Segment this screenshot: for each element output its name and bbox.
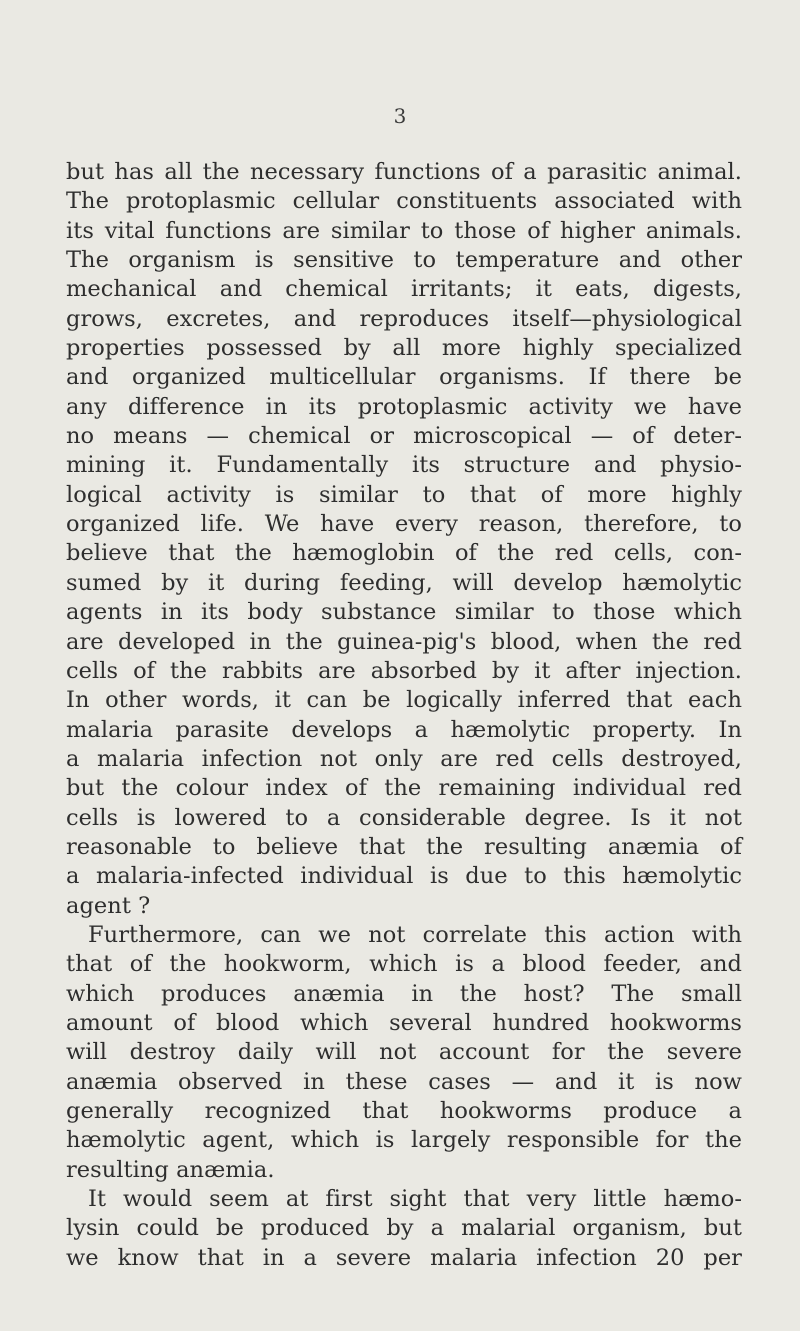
text-line: anæmia observed in these cases — and it is now [66, 1068, 742, 1095]
text-line: cells of the rabbits are absorbed by it after injection. [66, 657, 742, 684]
body-text [66, 158, 742, 1273]
text-line: logical activity is similar to that of more highly [66, 481, 742, 508]
text-line: organized life. We have every reason, therefore, to [66, 511, 742, 538]
text-line: which produces anæmia in the host? The small [66, 980, 742, 1007]
text-line: lysin could be produced by a malarial organism, but [66, 1215, 742, 1242]
text-line: no means — chemical or microscopical — of deter- [66, 423, 742, 450]
text-line: are developed in the guinea-pig's blood, when the red [66, 628, 742, 655]
text-line: The organism is sensitive to temperature and other [66, 247, 742, 274]
text-line: cells is lowered to a considerable degree. Is it not [66, 804, 742, 831]
text-line: a malaria infection not only are red cells destroyed, [66, 745, 742, 772]
page-number: 3 [393, 104, 407, 128]
text-line: agents in its body substance similar to those which [66, 599, 742, 626]
text-line: amount of blood which several hundred hookworms [66, 1009, 742, 1036]
text-line: The protoplasmic cellular constituents associated with [66, 188, 742, 215]
text-line: generally recognized that hookworms produce a [66, 1098, 742, 1124]
text-line: It would seem at first sight that very little hæmo- [88, 1186, 742, 1213]
text-line: resulting anæmia. [66, 1156, 275, 1183]
text-line: properties possessed by all more highly specialized [66, 335, 742, 362]
text-line: mining it. Fundamentally its structure and physio- [66, 452, 742, 479]
text-line: any difference in its protoplasmic activity we have [66, 393, 742, 420]
text-line: hæmolytic agent, which is largely responsible for the [66, 1127, 742, 1154]
text-line: Furthermore, can we not correlate this action with [88, 921, 742, 948]
text-line: believe that the hæmoglobin of the red cells, con- [66, 540, 742, 567]
text-line: its vital functions are similar to those of higher animals. [66, 217, 742, 244]
text-line: we know that in a severe malaria infection 20 per [66, 1244, 742, 1271]
text-line: reasonable to believe that the resulting anæmia of [66, 833, 742, 860]
text-line: but the colour index of the remaining individual red [66, 775, 742, 802]
text-line: and organized multicellular organisms. If there be [66, 364, 742, 391]
text-line: sumed by it during feeding, will develop hæmolytic [66, 569, 742, 596]
text-line: will destroy daily will not account for the severe [66, 1039, 742, 1066]
text-line: In other words, it can be logically inferred that each [66, 687, 742, 714]
text-line: grows, excretes, and reproduces itself—physiological [66, 305, 742, 332]
text-line: a malaria-infected individual is due to this hæmolytic [66, 863, 742, 890]
text-line: malaria parasite develops a hæmolytic property. In [66, 716, 742, 743]
text-line: that of the hookworm, which is a blood feeder, and [66, 951, 742, 978]
text-line: mechanical and chemical irritants; it eats, digests, [66, 276, 742, 303]
text-line: but has all the necessary functions of a parasitic animal. [66, 159, 742, 185]
text-line: agent ? [66, 892, 151, 919]
